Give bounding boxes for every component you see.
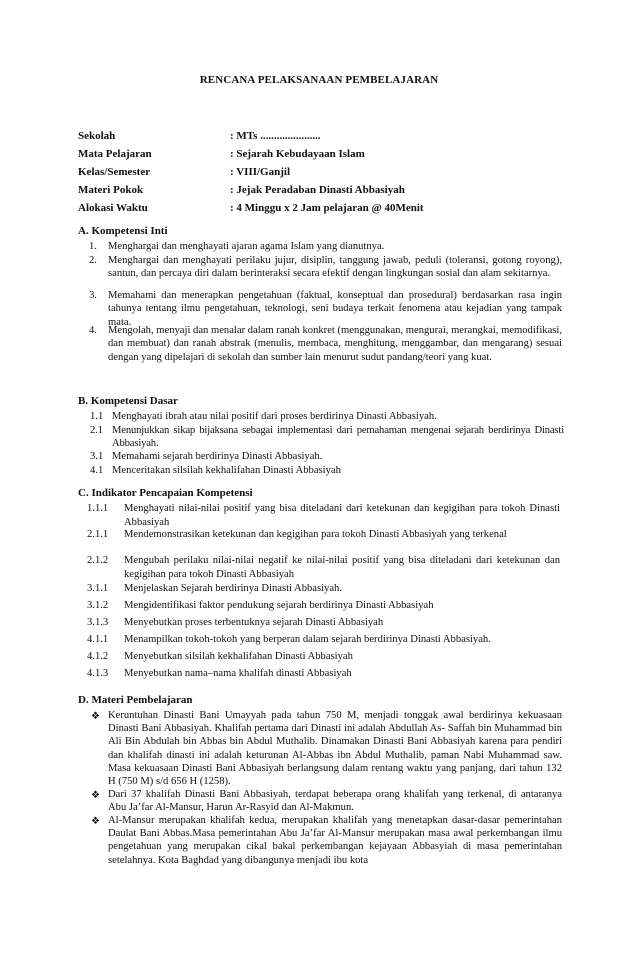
list-text: Dari 37 khalifah Dinasti Bani Abbasiyah, terdapat beberapa orang khalifah yang terkenal, di antaranya Abu Ja’far Al-Mansur, Harun Ar-Rasyid dan Al-Makmun.: [108, 789, 562, 814]
identity-value: : VIII/Ganjil: [230, 166, 291, 178]
list-text: Menyebutkan nama–nama khalifah dinasti Abbasiyah: [124, 668, 352, 679]
identity-value: : MTs ......................: [230, 130, 321, 142]
list-text: Menyebutkan proses terbentuknya sejarah Dinasti Abbasiyah: [124, 617, 384, 628]
list-item: [90, 464, 564, 477]
list-item: [91, 709, 562, 788]
list-number: 4.: [89, 325, 97, 336]
list-item: [87, 502, 560, 530]
list-item: [89, 324, 562, 364]
list-item: [87, 554, 560, 582]
identity-value: : 4 Minggu x 2 Jam pelajaran @ 40Menit: [230, 202, 424, 214]
identity-label: Materi Pokok: [78, 184, 144, 196]
list-item: [87, 650, 560, 663]
list-number: 3.1.3: [87, 617, 109, 628]
list-number: 2.1: [90, 425, 103, 436]
section-b-heading: B. Kompetensi Dasar: [78, 395, 178, 407]
identity-label: Sekolah: [78, 130, 116, 142]
section-d-heading: D. Materi Pembelajaran: [78, 694, 193, 706]
list-item: [87, 599, 560, 612]
list-item: [91, 814, 562, 867]
list-number: 3.: [89, 290, 97, 301]
page-title: RENCANA PELAKSANAAN PEMBELAJARAN: [199, 74, 439, 86]
list-number: 2.: [89, 255, 97, 266]
list-text: Menghayati ibrah atau nilai positif dari proses berdirinya Dinasti Abbasiyah.: [112, 411, 437, 422]
identity-value: : Sejarah Kebudayaan Islam: [230, 148, 365, 160]
diamond-bullet-icon: ❖: [91, 711, 100, 722]
list-number: 4.1: [90, 465, 104, 476]
list-item: [90, 410, 564, 423]
list-text: Al-Mansur merupakan khalifah kedua, merupakan khalifah yang menetapkan dasar-dasar pemerintahan Daulat Bani Abbas.Masa pemerintahan Abu Ja’far Al-Mansur merupakan masa awal perkembangan ilmu pengetahuan yang merupakan cikal bakal perkembangan kejayaan Abbasyiah di masa pemerintahan setelahnya. Kota Baghdad yang dibangunya menjadi ibu kota: [108, 815, 562, 866]
list-number: 3.1.1: [87, 583, 109, 594]
list-item: [91, 788, 562, 814]
diamond-bullet-icon: ❖: [91, 790, 100, 801]
list-text: Menjelaskan Sejarah berdirinya Dinasti Abbasiyah.: [124, 583, 342, 594]
list-text: Keruntuhan Dinasti Bani Umayyah pada tahun 750 M, menjadi tonggak awal berdirinya kekuasaan Dinasti Bani Abbasiyah. Khalifah pertama dari Dinasti ini adalah Abdullah As- Saffah bin Muhammad bin Ali Bin Abdulah bin Abbas bin Abdul Muthalib. Dinamakan Dinasti Bani Abbasiyah karena para pendiri dan khalifah dinasti ini adalah keturunan Al-Abbas ibn Abdul Muthalib, paman Nabi Muhammad saw. Masa kekuasaan Dinasti Bani Abbasiyah berlangsung dalam rentang waktu yang panjang, dari tahun 132 H (750 M) s/d 656 H (1258).: [108, 710, 562, 788]
list-text: Memahami sejarah berdirinya Dinasti Abbasiyah.: [112, 451, 323, 462]
diamond-bullet-icon: ❖: [91, 816, 100, 827]
list-item: [89, 254, 562, 281]
list-item: [87, 633, 560, 646]
list-text: Menunjukkan sikap bijaksana sebagai implementasi dari pemahaman mengenai sejarah berdirinya Dinasti Abbasiyah.: [112, 425, 564, 450]
identity-label: Kelas/Semester: [78, 166, 151, 178]
list-number: 2.1.2: [87, 555, 109, 566]
list-text: Menghargai dan menghayati ajaran agama Islam yang dianutnya.: [108, 241, 385, 252]
list-text: Mengidentifikasi faktor pendukung sejarah berdirinya Dinasti Abbasiyah: [124, 600, 434, 611]
list-number: 3.1.2: [87, 600, 109, 611]
list-number: 1.: [89, 241, 97, 252]
list-text: Menghayati nilai-nilai positif yang bisa diteladani dari ketekunan dan kegigihan para tokoh Dinasti Abbasiyah: [124, 503, 560, 528]
list-text: Mendemonstrasikan ketekunan dan kegigihan para tokoh Dinasti Abbasiyah yang terkenal: [124, 529, 507, 540]
list-number: 2.1.1: [87, 529, 109, 540]
list-text: Mengolah, menyaji dan menalar dalam ranah konkret (menggunakan, mengurai, merangkai, memodifikasi, dan membuat) dan ranah abstrak (menulis, membaca, menghitung, menggambar, dan mengarang) sesuai dengan yang dipelajari di sekolah dan sumber lain menurut sudut pandang/teori yang kuat.: [108, 325, 562, 363]
list-item: [89, 240, 562, 253]
identity-value: : Jejak Peradaban Dinasti Abbasiyah: [230, 184, 405, 196]
list-text: Memahami dan menerapkan pengetahuan (faktual, konseptual dan prosedural) berdasarkan rasa ingin tahunya tentang ilmu pengetahuan, teknologi, seni budaya terkait fenomena atau kejadian yang tampak mata.: [108, 290, 562, 328]
list-number: 4.1.3: [87, 668, 109, 679]
list-item: [87, 667, 560, 680]
list-item: [90, 424, 564, 451]
list-item: [87, 528, 560, 542]
list-number: 1.1: [90, 411, 104, 422]
list-text: Menampilkan tokoh-tokoh yang berperan dalam sejarah berdirinya Dinasti Abbasiyah.: [124, 634, 491, 645]
list-text: Menghargai dan menghayati perilaku jujur, disiplin, tanggung jawab, peduli (toleransi, gotong royong), santun, dan percaya diri dalam berinteraksi secara efektif dengan lingkungan sosial dan alam sekitarnya.: [108, 255, 562, 280]
list-text: Menceritakan silsilah kekhalifahan Dinasti Abbasiyah: [112, 465, 341, 476]
identity-label: Alokasi Waktu: [78, 202, 148, 214]
section-c-heading: C. Indikator Pencapaian Kompetensi: [78, 487, 253, 499]
list-text: Mengubah perilaku nilai-nilai negatif ke nilai-nilai positif yang bisa diteladani dari ketekunan dan kegigihan para tokoh Dinasti Abbasiyah: [124, 555, 560, 580]
list-number: 4.1.2: [87, 651, 109, 662]
identity-label: Mata Pelajaran: [78, 148, 152, 160]
list-text: Menyebutkan silsilah kekhalifahan Dinasti Abbasiyah: [124, 651, 353, 662]
list-number: 3.1: [90, 451, 104, 462]
list-item: [87, 582, 560, 595]
list-number: 4.1.1: [87, 634, 109, 645]
list-number: 1.1.1: [87, 503, 109, 514]
list-item: [87, 616, 560, 629]
section-a-heading: A. Kompetensi Inti: [78, 225, 168, 237]
list-item: [90, 450, 564, 463]
